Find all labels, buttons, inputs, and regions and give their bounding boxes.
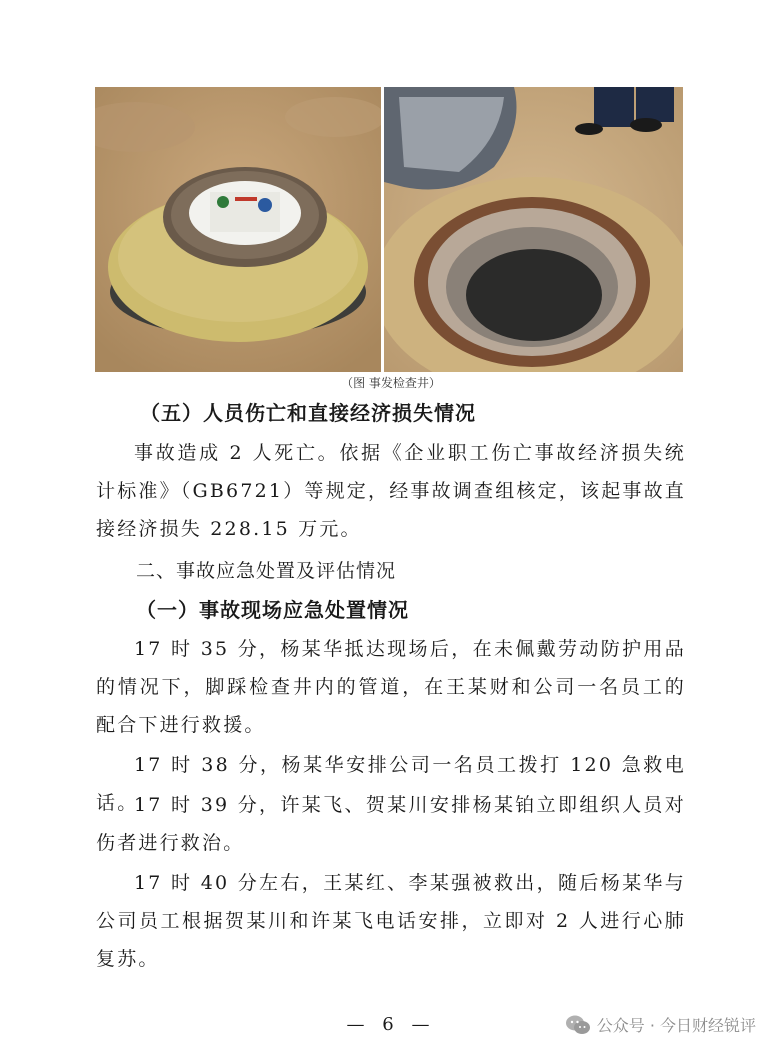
manhole-cover-image [95,87,381,372]
paragraph-rescue-4: 17 时 40 分左右，王某红、李某强被救出，随后杨某华与公司员工根据贺某川和许某飞电话安排，立即对 2 人进行心肺复苏。 [96,872,686,970]
page-number: — 6 — [346,1014,436,1035]
paragraph-rescue-2: 17 时 38 分，杨某华安排公司一名员工拨打 120 急救电话。 [96,754,686,814]
paragraph-rescue-1: 17 时 35 分，杨某华抵达现场后，在未佩戴劳动防护用品的情况下，脚踩检查井内的管道，在王某财和公司一名员工的配合下进行救援。 [96,638,686,736]
watermark-text: 公众号 · 今日财经锐评 [596,1016,756,1035]
paragraph-rescue-3: 17 时 39 分，许某飞、贺某川安排杨某铂立即组织人员对伤者进行救治。 [96,794,686,854]
paragraph-economic-loss: 事故造成 2 人死亡。依据《企业职工伤亡事故经济损失统计标准》（GB6721）等规定，经事故调查组核定，该起事故直接经济损失 228.15 万元。 [96,442,686,540]
accident-photos [95,87,683,372]
section-heading-onsite-response: （一）事故现场应急处置情况 [136,598,409,622]
figure-caption: （图 事发检查井） [341,376,441,390]
manhole-shaft-image [384,87,683,372]
watermark [565,1013,756,1036]
photo-open-manhole [384,87,683,372]
wechat-icon [565,1014,591,1036]
section-heading-casualties: （五）人员伤亡和直接经济损失情况 [140,401,476,425]
photo-closed-manhole [95,87,381,372]
chapter-heading-emergency: 二、事故应急处置及评估情况 [136,560,397,582]
